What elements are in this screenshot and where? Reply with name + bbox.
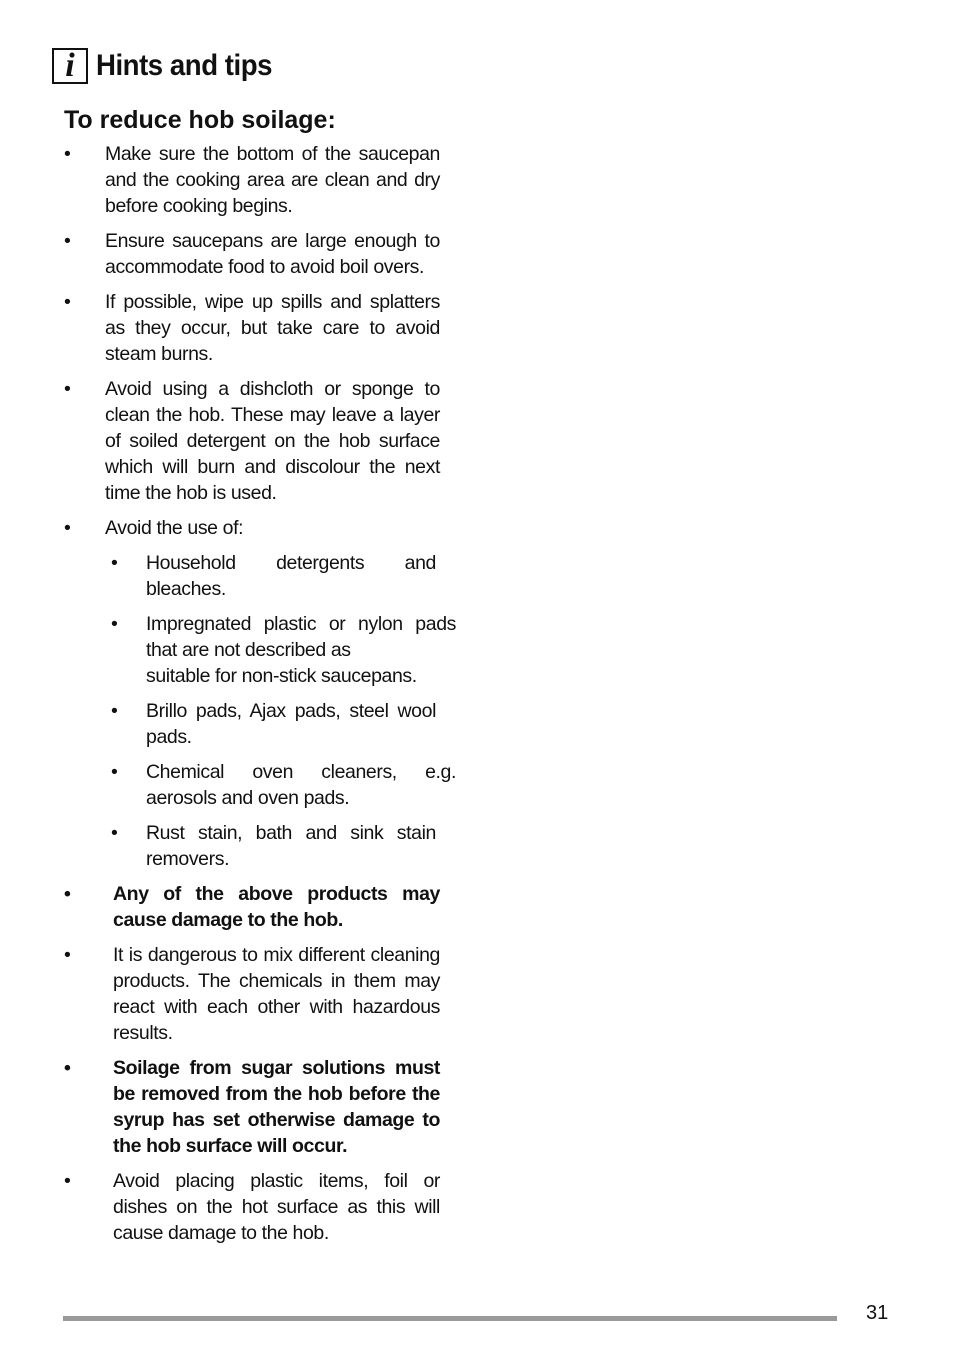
section-heading: To reduce hob soilage: [64,106,336,134]
list-item: • Avoid placing plastic items, foil or dishes on the hot surface as this will cause damage to the hob. [64,1170,440,1244]
bullet-icon: • [64,230,71,252]
sub-list-item: • Household detergents and bleaches. [111,552,436,600]
bullet-icon: • [111,700,118,722]
list-item: • It is dangerous to mix different cleaning products. The chemicals in them may react with each other with hazardous results. [64,944,440,1044]
bullet-icon: • [111,552,118,574]
avoid-products-list [101,550,456,872]
list-item: • Avoid using a dishcloth or sponge to clean the hob. These may leave a layer of soiled detergent on the hob surface which will burn and discolour the next time the hob is used. [64,378,440,504]
bullet-icon: • [64,143,71,165]
list-item: • Ensure saucepans are large enough to accommodate food to avoid boil overs. [64,230,440,278]
bullet-icon: • [64,291,71,313]
list-item: • Avoid the use of: • Household detergents and bleaches. • Impregnated plastic or nylon pads that are not described as suitable for non-stick saucepans. • Brillo pads, Ajax pads, steel wool pads. • Chemical oven cleaners, e.g. aerosols and oven pads. • Rust stain, bath and sink stain removers. [64,517,456,870]
list-item: • If possible, wipe up spills and splatters as they occur, but take care to avoid steam burns. [64,291,440,365]
bullet-icon: • [64,1057,71,1079]
bullet-icon: • [64,883,71,905]
bullet-icon: • [111,822,118,844]
list-item-warning: • Soilage from sugar solutions must be removed from the hob before the syrup has set otherwise damage to the hob surface will occur. [64,1057,440,1157]
bullet-icon: • [111,613,118,635]
info-icon: i [52,48,88,84]
page-title: Hints and tips [96,49,273,82]
sub-list-item: • Rust stain, bath and sink stain removers. [111,822,436,870]
page-header [52,46,287,86]
bullet-icon: • [64,517,71,539]
bullet-icon: • [64,1170,71,1192]
tips-list [60,141,456,1255]
footer-rule [63,1316,837,1321]
list-item-warning: • Any of the above products may cause damage to the hob. [64,883,440,931]
sub-list-item: • Brillo pads, Ajax pads, steel wool pads. [111,700,436,748]
bullet-icon: • [64,378,71,400]
list-item: • Make sure the bottom of the saucepan and the cooking area are clean and dry before cooking begins. [64,143,440,217]
sub-list-item: • Impregnated plastic or nylon pads that are not described as suitable for non-stick saucepans. [111,613,456,687]
page-number: 31 [866,1302,889,1324]
bullet-icon: • [64,944,71,966]
sub-list-item: • Chemical oven cleaners, e.g. aerosols and oven pads. [111,761,456,809]
bullet-icon: • [111,761,118,783]
